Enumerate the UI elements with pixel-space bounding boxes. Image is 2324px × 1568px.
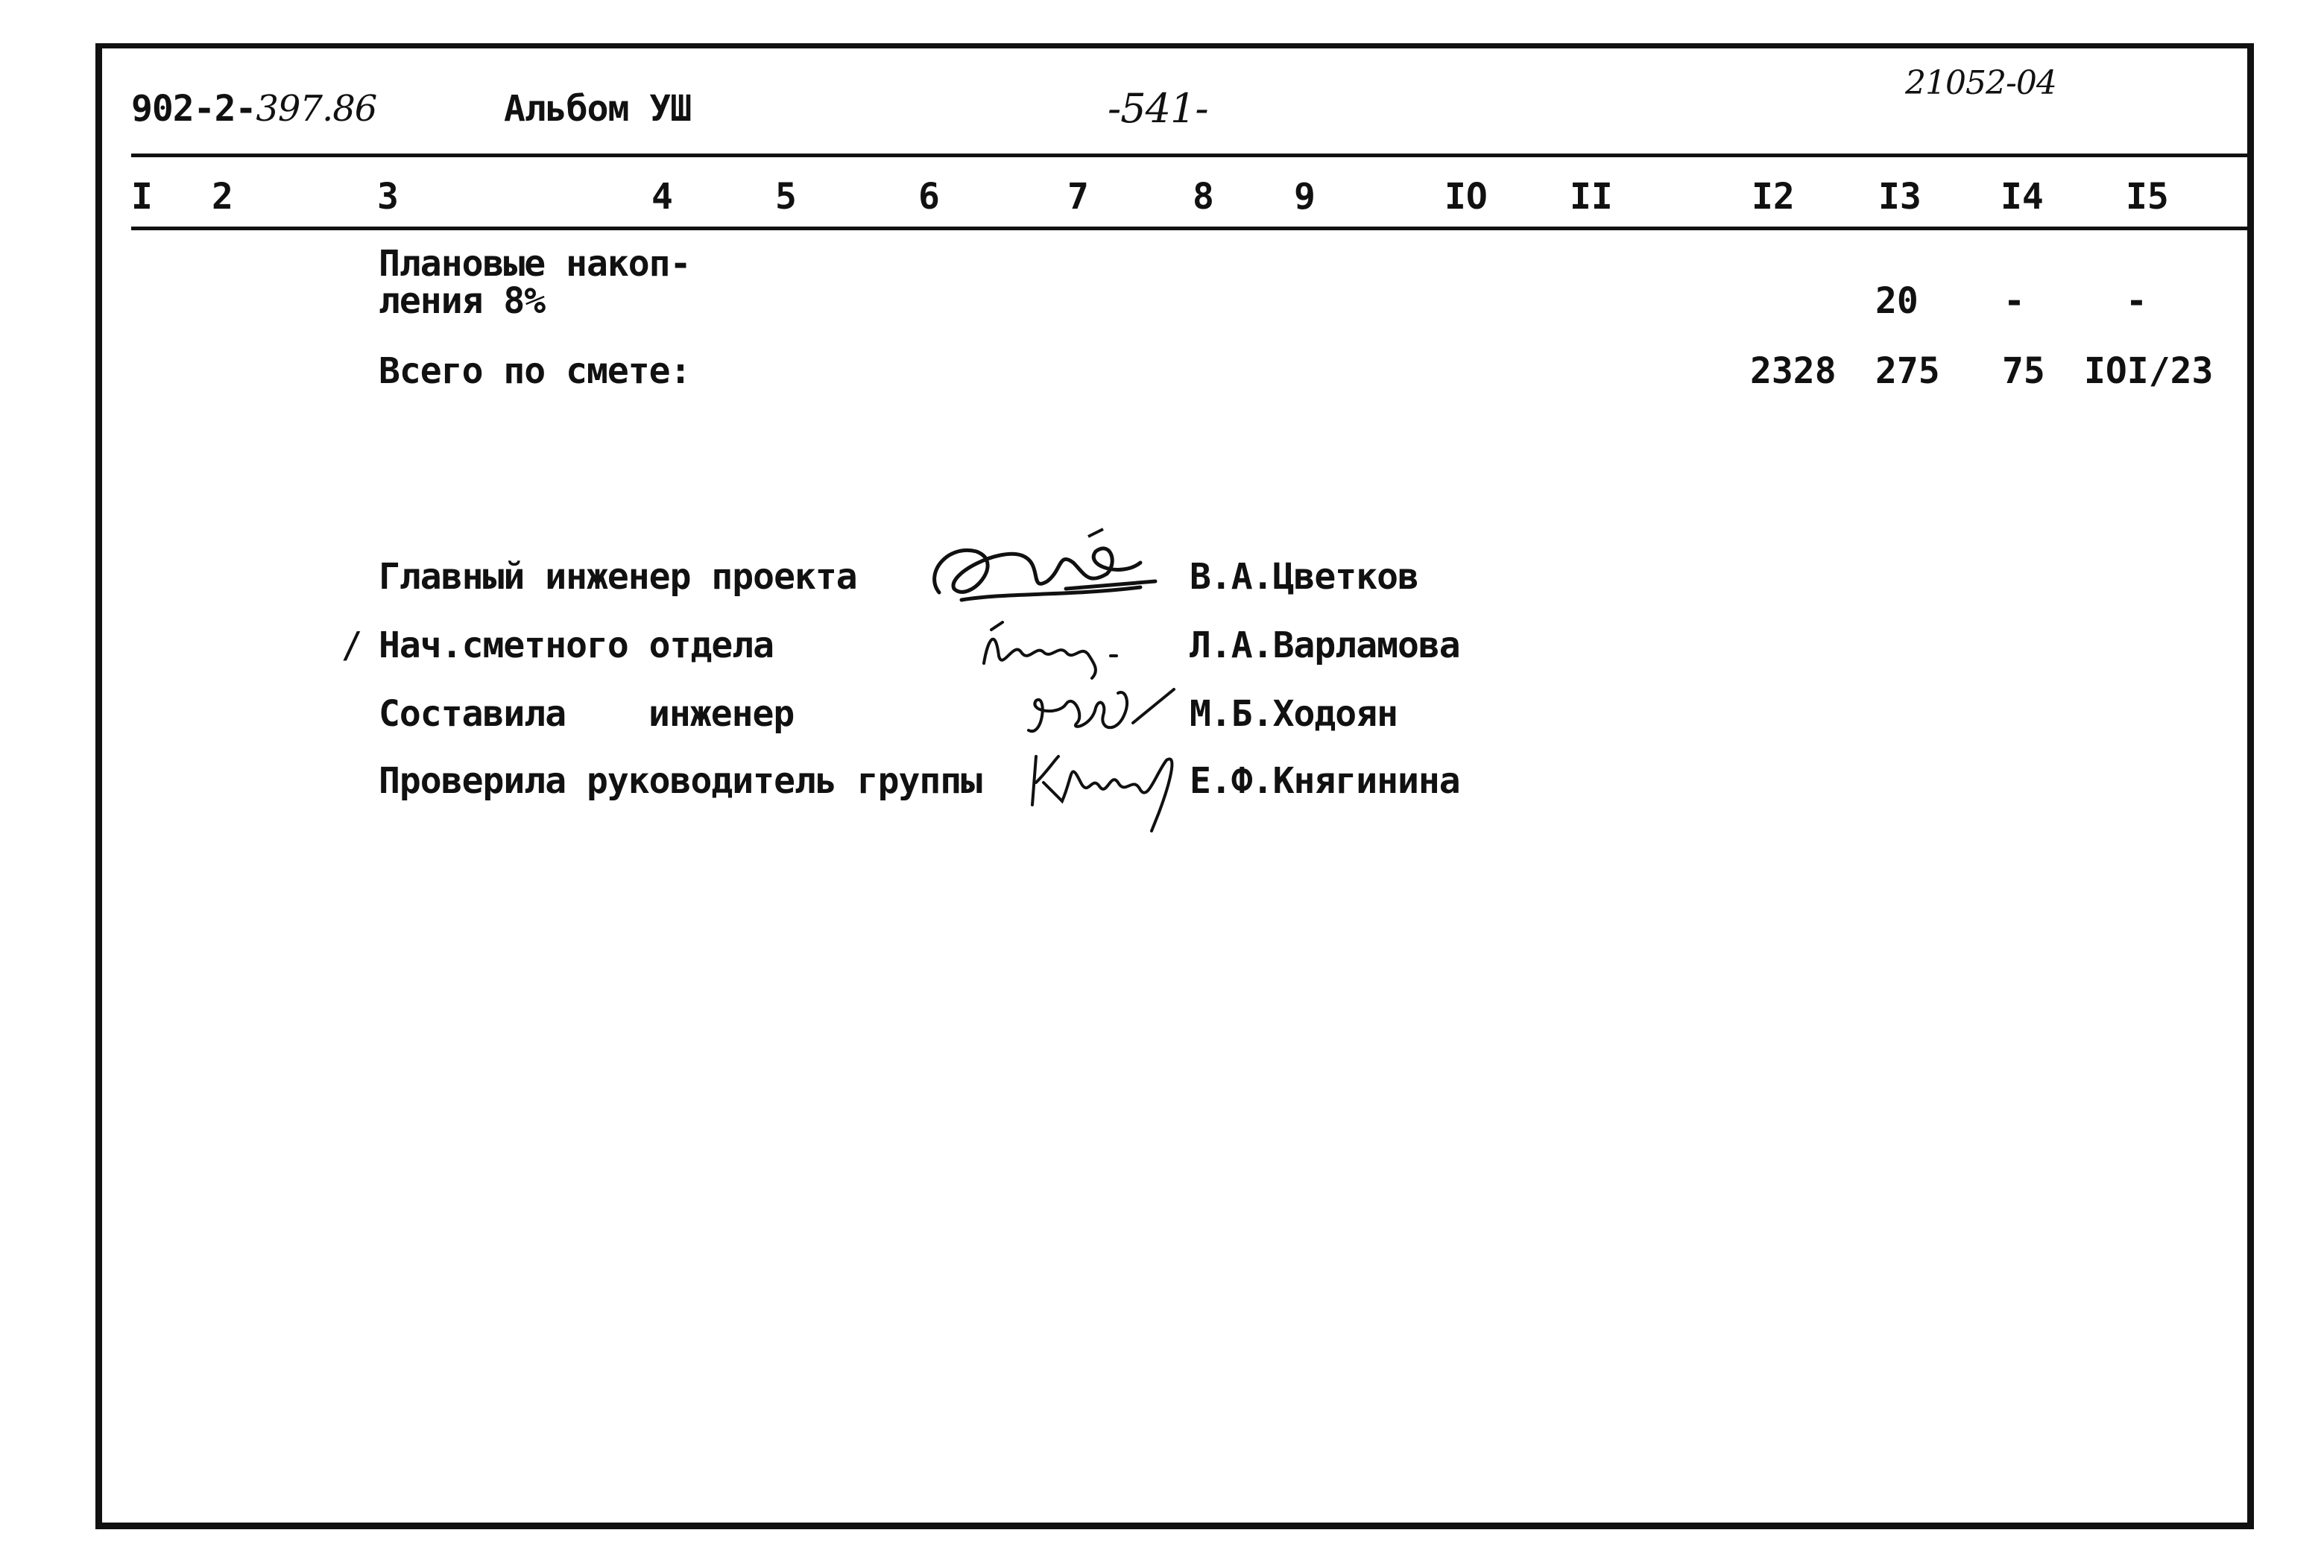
total-label: Всего по смете: <box>379 350 691 392</box>
header-rule <box>131 154 2252 157</box>
column-number: I <box>131 176 153 218</box>
column-number: I2 <box>1752 176 1795 218</box>
cell-c14: - <box>2003 280 2025 322</box>
album-label: Альбом УШ <box>504 88 692 130</box>
column-number: II <box>1570 176 1613 218</box>
cell-c13: 275 <box>1875 350 1940 392</box>
page-number: -541- <box>1108 85 1208 132</box>
column-number: 8 <box>1193 176 1214 218</box>
column-number: I3 <box>1878 176 1922 218</box>
cell-c13: 20 <box>1875 280 1919 322</box>
signature-role: Главный инженер проекта <box>379 556 857 598</box>
handwritten-signature-4 <box>1021 730 1200 835</box>
column-number: IO <box>1444 176 1488 218</box>
row-label-line1: Плановые накоп- <box>379 243 691 285</box>
column-number: 2 <box>212 176 233 218</box>
signature-name: Л.А.Варламова <box>1190 625 1460 666</box>
columns-rule <box>131 227 2252 230</box>
column-number: I4 <box>2001 176 2044 218</box>
margin-slash-mark: / <box>341 625 362 666</box>
handwritten-signature-1 <box>917 522 1163 619</box>
column-number: 9 <box>1294 176 1316 218</box>
signature-role: Проверила руководитель группы <box>379 760 982 802</box>
cell-c15: - <box>2126 280 2147 322</box>
cell-c12: 2328 <box>1750 350 1837 392</box>
archive-number: 21052-04 <box>1905 64 2056 102</box>
doc-code-prefix: 902-2- <box>131 88 256 130</box>
row-label-line2: ления 8% <box>379 280 546 322</box>
column-number: 3 <box>377 176 399 218</box>
cell-c14: 75 <box>2002 350 2045 392</box>
signature-name: М.Б.Ходоян <box>1190 693 1398 735</box>
signature-role: Составила <box>379 693 566 735</box>
signature-role: Нач.сметного отдела <box>379 625 774 666</box>
doc-code-handwritten: 397.86 <box>256 88 377 130</box>
column-number: 6 <box>918 176 940 218</box>
signature-name: В.А.Цветков <box>1190 556 1418 598</box>
signature-name: Е.Ф.Княгинина <box>1190 760 1460 802</box>
column-number: 7 <box>1067 176 1089 218</box>
doc-code <box>131 88 376 130</box>
column-number: 5 <box>775 176 797 218</box>
cell-c15: IOI/23 <box>2084 350 2214 392</box>
column-number: 4 <box>651 176 673 218</box>
signature-role-title: инженер <box>648 693 795 735</box>
column-number: I5 <box>2126 176 2169 218</box>
